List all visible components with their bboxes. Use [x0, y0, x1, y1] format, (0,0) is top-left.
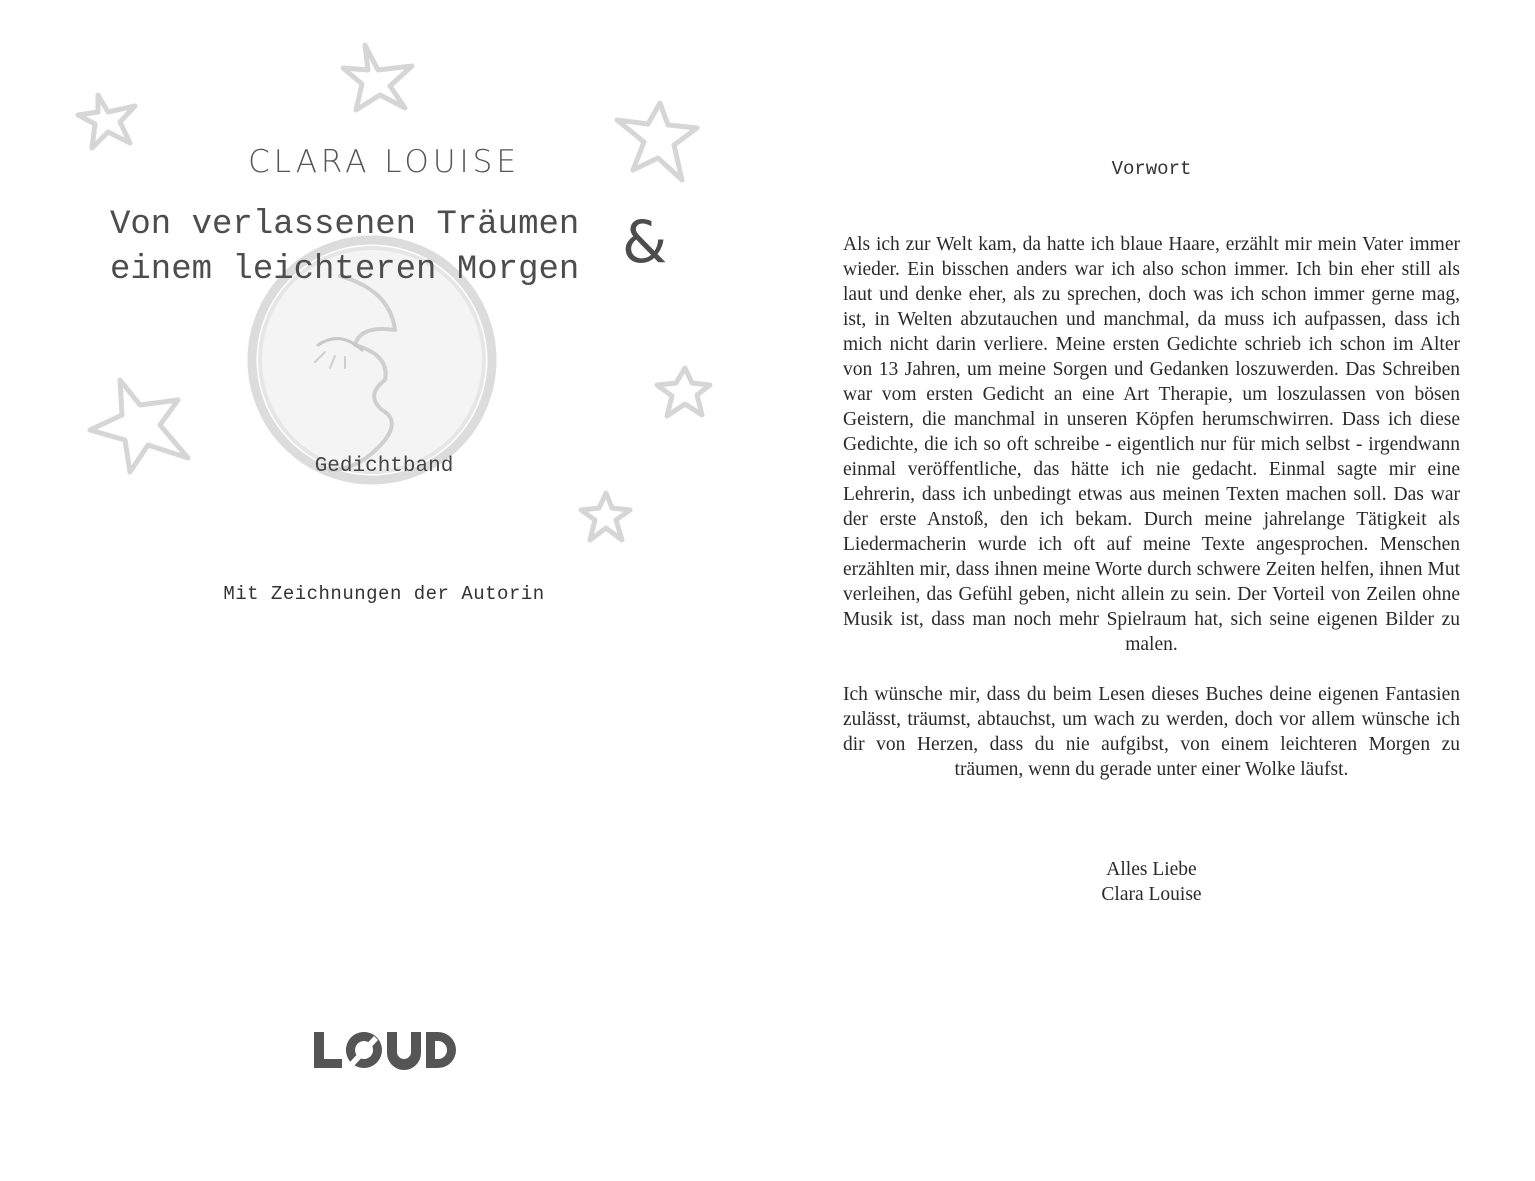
signature-name: Clara Louise: [1101, 884, 1202, 905]
book-title: [110, 203, 579, 293]
genre-label: Gedichtband: [314, 455, 454, 478]
title-line-2: einem leichteren Morgen: [110, 251, 580, 289]
signature-block: [768, 857, 1535, 907]
publisher-logo: [0, 1030, 768, 1070]
foreword-heading: Vorwort: [1111, 158, 1192, 180]
author-name: CLARA LOUISE: [248, 144, 520, 180]
title-line-1: Von verlassenen Träumen: [110, 206, 580, 244]
foreword-paragraph: Als ich zur Welt kam, da hatte ich blaue Haare, erzählt mir mein Vater immer wieder. Ein bisschen anders war ich also schon immer. Ich bin eher still als laut und denke eher, als zu sprechen, doch was ich schon immer gerne mag, ist, in Welten abzutauchen und manchmal, da muss ich aufpassen, dass ich mich nicht darin verliere. Meine ersten Gedichte schrieb ich schon im Alter von 13 Jahren, um meine Sorgen und Gedanken loszuwerden. Das Schreiben war vom ersten Gedicht an eine Art Therapie, um loszulassen von bösen Geistern, die manchmal in unseren Köpfen herumschwirren. Dass ich diese Gedichte, die ich so oft schreibe - eigentlich nur für mich selbst - irgendwann einmal veröffentliche, das hätte ich nie gedacht. Einmal sagte mir eine Lehrerin, dass ich unbedingt etwas aus meinen Texten machen soll. Das war der erste Anstoß, den ich bekam. Durch meine jahrelange Tätigkeit als Liedermacherin wurde ich oft auf meine Texte angesprochen. Menschen erzählten mir, dass ihnen meine Worte durch schwere Zeiten helfen, ihnen Mut verleihen, das Gefühl geben, nicht allein zu sein. Der Vorteil von Zeilen ohne Musik ist, dass man noch mehr Spielraum hat, sich seine eigenen Bilder zu malen.: [843, 234, 1460, 655]
loud-logo-icon: [312, 1030, 456, 1070]
foreword-body: [843, 232, 1460, 807]
closing-line: Alles Liebe: [1106, 859, 1197, 880]
star-icon: [657, 368, 710, 416]
foreword-page: [768, 0, 1535, 1181]
star-icon: [581, 493, 630, 540]
star-icon: [343, 45, 412, 110]
title-ampersand: &: [622, 208, 668, 276]
foreword-paragraph: Ich wünsche mir, dass du beim Lesen dieses Buches deine eigenen Fantasien zulässt, träumst, abtauchst, um wach zu werden, doch vor allem wünsche ich dir von Herzen, dass du nie aufgibst, von einem leichteren Morgen zu träumen, wenn du gerade unter einer Wolke läufst.: [843, 684, 1460, 780]
drawings-note: Mit Zeichnungen der Autorin: [223, 583, 545, 605]
star-icon: [78, 95, 135, 148]
